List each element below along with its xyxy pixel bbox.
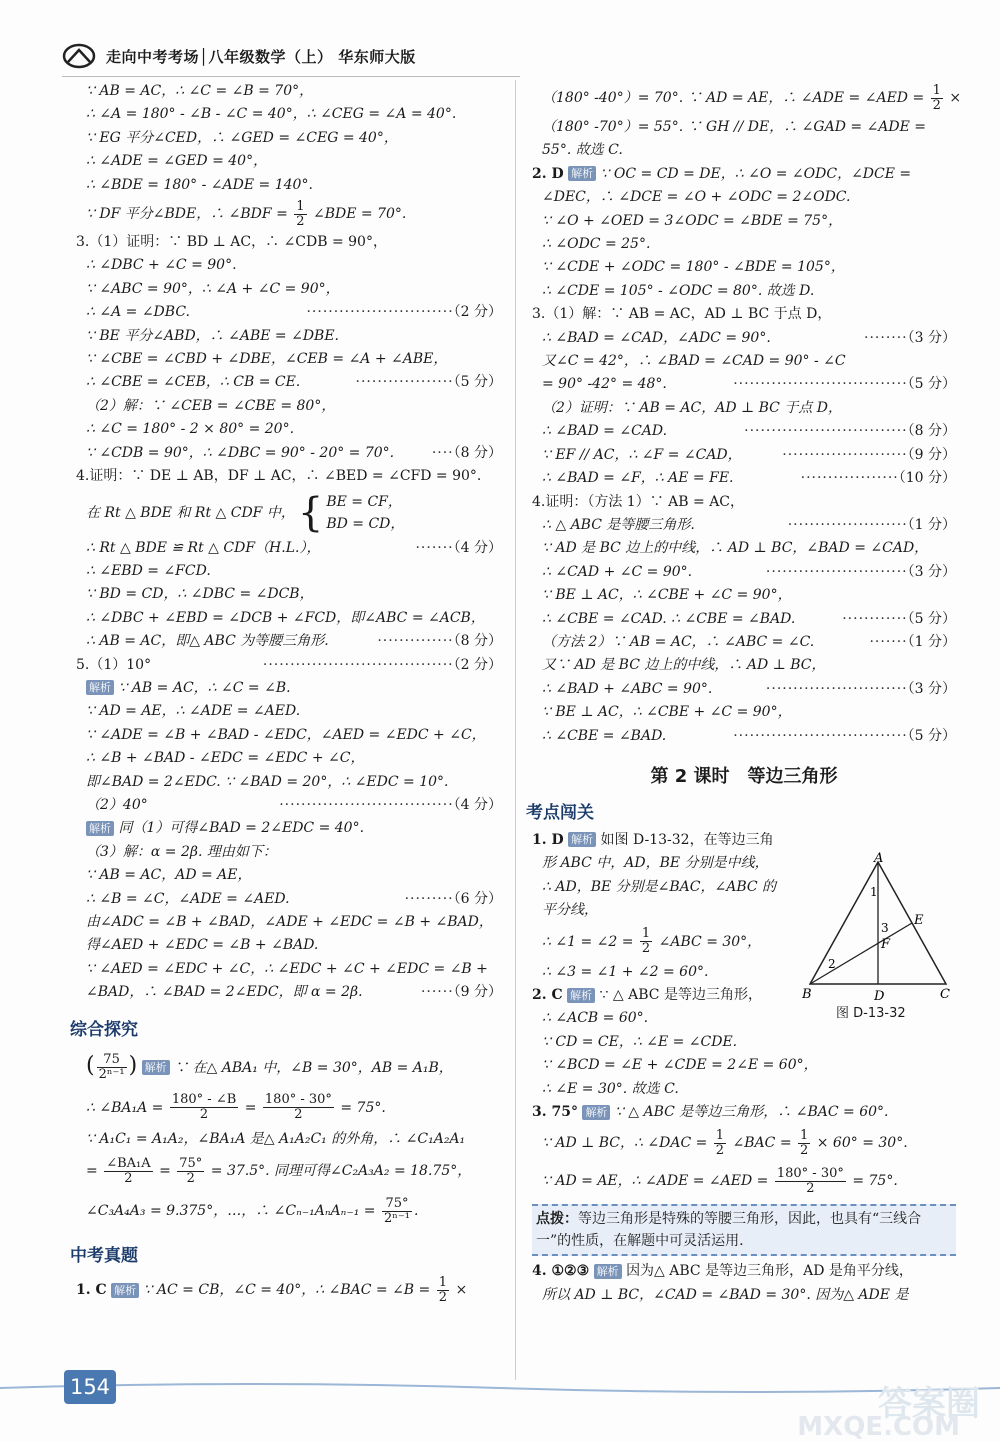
score: ······················（1 分） bbox=[787, 516, 956, 533]
text-line: ∴ ∠DBC + ∠EBD = ∠DCB + ∠FCD，即∠ABC = ∠ACB， bbox=[86, 609, 485, 626]
text-line: 即∠BAD = 2∠EDC. ∵ ∠BAD = 20°，∴ ∠EDC = 10°. bbox=[86, 773, 449, 790]
text-line: ( $\frac{75}{\text{2ⁿ⁻¹}}$ ) 解析 ∵ 在△ ABA₁ 中，∠B = 30°，AB = A₁B， bbox=[86, 1052, 453, 1083]
text-line: = $\frac{\text{∠BA₁A}}{2}$ = $\frac{75^\circ}{2}$ = 37.5°. 同理可得∠C₂A₃A₂ = 18.75°， bbox=[86, 1155, 472, 1186]
analysis-tag: 解析 bbox=[568, 166, 596, 181]
text-segment: ∴ ∠CBE = ∠CEB，∴ CB = CE. bbox=[86, 374, 301, 391]
text-line: ∴ ∠BAD = ∠CAD. ······························（8 分） bbox=[532, 420, 956, 443]
score: ······························（8 分） bbox=[744, 423, 956, 440]
text-line: ∵ ∠CBE = ∠CBD + ∠DBE，∠CEB = ∠A + ∠ABE， bbox=[86, 351, 448, 368]
text-line: ∠C₃A₄A₃ = 9.375°，…，∴ ∠Cₙ₋₁AₙAₙ₋₁ = $\frac{75^\circ}{\text{2ⁿ⁻¹}}$ . bbox=[86, 1195, 419, 1226]
text-line: ∴ ∠CAD + ∠C = 90°. ··························（3 分） bbox=[532, 561, 956, 584]
fraction: $\frac{1}{2}$ bbox=[932, 82, 941, 113]
text-line: ∴ ∠C = 180° - 2 × 80° = 20°. bbox=[86, 421, 295, 438]
text-line bbox=[76, 301, 502, 324]
text-line: ∴ ∠CBE = ∠BAD. ································（5 分） bbox=[532, 725, 956, 748]
text-segment: （2）40° bbox=[86, 796, 148, 813]
score: ·······（4 分） bbox=[415, 539, 502, 556]
angle-3-label: 3 bbox=[881, 921, 889, 935]
text-line: ∴ ∠BAD = ∠F，∴ AE = FE. ··················（10 分） bbox=[532, 467, 956, 490]
left-column bbox=[70, 80, 502, 1308]
score: ································（4 分） bbox=[279, 796, 502, 813]
text-line: ∵ ∠BCD = ∠E + ∠CDE = 2∠E = 60°， bbox=[542, 1057, 818, 1074]
score: ··················（10 分） bbox=[800, 470, 956, 487]
triangle-figure bbox=[802, 852, 954, 1022]
text-line: ∵ BE ⊥ AC，∴ ∠CBE + ∠C = 90°， bbox=[542, 704, 792, 721]
text-line: ∵ BD = CD，∴ ∠DBC = ∠DCB， bbox=[86, 586, 314, 603]
text-line: 平分线， bbox=[542, 902, 598, 919]
score: ············（5 分） bbox=[842, 610, 956, 627]
text-line: 又∠C = 42°，∴ ∠BAD = ∠CAD = 90° - ∠C bbox=[542, 353, 846, 370]
text-line: 解析 同（1）可得∠BAD = 2∠EDC = 40°. bbox=[76, 817, 502, 840]
text-line: 所以 AD ⊥ BC，∠CAD = ∠BAD = 30°. 因为△ ADE 是 bbox=[542, 1286, 909, 1303]
text-line: 2. C 解析 ∵ △ ABC 是等边三角形， bbox=[532, 987, 762, 1003]
text-line: ∵ ∠ADE = ∠B + ∠BAD - ∠EDC，∠AED = ∠EDC + ∠C， bbox=[86, 726, 486, 743]
score: ································（5 分） bbox=[733, 727, 956, 744]
text-line: ∴ ∠BA₁A = $\frac{180^\circ - \angle B}{2}$ = $\frac{180^\circ - 30^\circ}{2}$ = 75°. bbox=[86, 1092, 386, 1123]
text-line: 4.证明：（方法 1）∵ AB = AC， bbox=[532, 493, 745, 510]
text-line: 4. ①②③ 解析 因为△ ABC 是等边三角形，AD 是角平分线， bbox=[532, 1263, 913, 1280]
score: ································（5 分） bbox=[733, 376, 956, 393]
text-line: ∴ ∠CBE = ∠CAD. ∴ ∠CBE = ∠BAD. ············（5 分） bbox=[532, 608, 956, 631]
score: ·······（1 分） bbox=[869, 633, 956, 650]
label-F: F bbox=[881, 937, 891, 952]
text-line bbox=[76, 197, 502, 231]
section-heading: 考点闯关 bbox=[526, 802, 594, 823]
tip-label: 点拨： bbox=[536, 1211, 578, 1228]
score: ··················（5 分） bbox=[355, 374, 502, 391]
text-line: ∴ ∠B + ∠BAD - ∠EDC = ∠EDC + ∠C， bbox=[86, 750, 365, 767]
text-line: ∵ AD = AE，∴ ∠ADE = ∠AED. bbox=[86, 703, 301, 720]
text-line: 得∠AED + ∠EDC = ∠B + ∠BAD. bbox=[86, 937, 319, 954]
text-line: 由∠ADC = ∠B + ∠BAD，∠ADE + ∠EDC = ∠B + ∠BAD， bbox=[86, 914, 493, 930]
score: ··························（3 分） bbox=[765, 563, 956, 580]
text-line: ∠DEC，∴ ∠DCE = ∠O + ∠ODC = 2∠ODC. bbox=[542, 189, 851, 206]
text-line: ∵ ∠AED = ∠EDC + ∠C，∴ ∠EDC + ∠C + ∠EDC = ∠B + bbox=[86, 960, 488, 977]
watermark: 答案圈 bbox=[878, 1384, 980, 1424]
text-line: 3.（1）解：∵ AB = AC，AD ⊥ BC 于点 D， bbox=[532, 306, 832, 323]
right-column bbox=[526, 80, 962, 1307]
text-segment: ∴ ∠B = ∠C，∠ADE = ∠AED. bbox=[86, 890, 290, 907]
page-header bbox=[62, 38, 962, 74]
text-segment: ∴ ∠A = ∠DBC. bbox=[86, 304, 190, 321]
tip-box bbox=[532, 1204, 956, 1256]
analysis-tag: 解析 bbox=[142, 1060, 170, 1075]
paren: ( bbox=[86, 1052, 95, 1078]
score: ·······················（9 分） bbox=[782, 446, 956, 463]
text-line: 1. C 解析 ∵ AC = CB，∠C = 40°，∴ ∠BAC = ∠B = $\frac{1}{2}$ × bbox=[76, 1274, 468, 1305]
text-segment: ∵ ∠CDB = 90°，∴ ∠DBC = 90° - 20° = 70°. bbox=[86, 444, 395, 461]
text-line: 3.（1）证明：∵ BD ⊥ AC，∴ ∠CDB = 90°， bbox=[76, 234, 387, 251]
fraction: $\frac{1}{2}$ bbox=[715, 1127, 725, 1158]
fraction: $\frac{1}{2}$ bbox=[438, 1274, 448, 1305]
text-line: ∴ △ ABC 是等腰三角形. ······················（1 分） bbox=[532, 514, 956, 537]
text-line: ∵ ∠CDE + ∠ODC = 180° - ∠BDE = 105°， bbox=[542, 259, 845, 276]
publisher-logo-icon bbox=[62, 42, 96, 70]
label-B: B bbox=[802, 987, 812, 1002]
text-line: ∴ ∠EBD = ∠FCD. bbox=[86, 562, 211, 579]
text-line: ∵ BE ⊥ AC，∴ ∠CBE + ∠C = 90°， bbox=[542, 587, 792, 604]
text-line: ∴ ∠BDE = 180° - ∠ADE = 140°. bbox=[86, 176, 313, 193]
fraction: $\frac{1}{2}$ bbox=[800, 1127, 809, 1158]
text-line: ∴ ∠3 = ∠1 + ∠2 = 60°. bbox=[542, 963, 709, 980]
label-E: E bbox=[914, 913, 924, 928]
text-segment: ∵ DF 平分∠BDE，∴ ∠BDF = bbox=[86, 206, 288, 223]
text-line: ∵ AB = AC，AD = AE， bbox=[86, 867, 252, 884]
text-line: ∵ EG 平分∠CED，∴ ∠GED = ∠CEG = 40°， bbox=[86, 129, 398, 146]
text-line: ∵ AD ⊥ BC，∴ ∠DAC = $\frac{1}{2}$ ∠BAC = $\frac{1}{2}$ × 60° = 30°. bbox=[542, 1127, 908, 1158]
text-line: ∵ ∠O + ∠OED = 3∠ODC = ∠BDE = 75°， bbox=[542, 212, 843, 229]
fraction: $\frac{\text{∠BA₁A}}{2}$ bbox=[106, 1155, 151, 1186]
answer-fraction: $\frac{75}{\text{2ⁿ⁻¹}}$ bbox=[98, 1052, 125, 1083]
text-line: ∵ AD 是 BC 边上的中线，∴ AD ⊥ BC，∠BAD = ∠CAD， bbox=[542, 540, 929, 557]
text-line: ∴ ∠CDE = 105° - ∠ODC = 80°. 故选 D. bbox=[542, 282, 815, 299]
lesson-title: 第 2 课时 等边三角形 bbox=[650, 765, 838, 787]
text-line bbox=[76, 630, 502, 653]
label-A: A bbox=[874, 852, 884, 866]
column-divider bbox=[515, 80, 516, 1380]
text-segment: ∠BAD，∴ ∠BAD = 2∠EDC，即 α = 2β. bbox=[86, 984, 363, 1001]
text-line: ∵ A₁C₁ = A₁A₂，∠BA₁A 是△ A₁A₂C₁ 的外角，∴ ∠C₁A₂A₁ bbox=[86, 1130, 466, 1147]
text-line: ∵ CD = CE，∴ ∠E = ∠CDE. bbox=[542, 1033, 738, 1050]
text-segment: ∴ Rt △ BDE ≌ Rt △ CDF（H.L.）， bbox=[86, 539, 321, 556]
label-C: C bbox=[940, 987, 950, 1002]
text-line: 1. D 解析 如图 D-13-32，在等边三角 bbox=[532, 831, 774, 848]
page-footer-wave bbox=[0, 1376, 1000, 1400]
analysis-tag: 解析 bbox=[86, 821, 114, 836]
text-line: 又∵ AD 是 BC 边上的中线，∴ AD ⊥ BC， bbox=[542, 657, 826, 674]
score: ·········（6 分） bbox=[404, 890, 502, 907]
text-line: ∵ EF // AC，∴ ∠F = ∠CAD， ·······················（9 分） bbox=[532, 444, 956, 467]
text-line: ∴ ∠ACB = 60°. bbox=[542, 1010, 649, 1027]
figure-caption: 图 D-13-32 bbox=[836, 1006, 906, 1021]
text-line bbox=[76, 442, 502, 465]
text-line bbox=[76, 489, 502, 537]
tip-text: 等边三角形是特殊的等腰三角形，因此，也具有“三线合一”的性质，在解题中可灵活运用. bbox=[536, 1211, 922, 1250]
score: ····（8 分） bbox=[431, 444, 502, 461]
text-line: 55°. 故选 C. bbox=[542, 142, 623, 159]
fraction: $\frac{180^\circ - 30^\circ}{2}$ bbox=[776, 1165, 844, 1196]
label-D: D bbox=[874, 989, 885, 1004]
text-line: ∵ AD = AE，∴ ∠ADE = ∠AED = $\frac{180^\circ - 30^\circ}{2}$ = 75°. bbox=[542, 1165, 898, 1196]
text-line: 形 ABC 中，AD，BE 分别是中线， bbox=[542, 855, 769, 872]
text-line: ∴ ∠1 = ∠2 = $\frac{1}{2}$ ∠ABC = 30°， bbox=[542, 926, 762, 957]
text-line bbox=[76, 537, 502, 560]
text-line: （3）解：α = 2β. 理由如下： bbox=[86, 843, 277, 860]
analysis-tag: 解析 bbox=[111, 1283, 139, 1298]
text-line: ∵ BE 平分∠ABD，∴ ∠ABE = ∠DBE. bbox=[86, 327, 340, 344]
page-number: 154 bbox=[64, 1370, 116, 1404]
paren: ) bbox=[128, 1052, 138, 1078]
fraction: $\frac{1}{2}$ bbox=[641, 926, 651, 957]
equation-system: BE = CF， BD = CD， bbox=[326, 493, 405, 532]
watermark-url: MXQE.COM bbox=[797, 1412, 960, 1442]
text-line: （方法 2）∵ AB = AC，∴ ∠ABC = ∠C. ·······（1 分） bbox=[532, 631, 956, 654]
text-line: 2. D 解析 ∵ OC = CD = DE，∴ ∠O = ∠ODC，∠DCE = bbox=[532, 165, 912, 182]
text-line: ∴ ∠A = 180° - ∠B - ∠C = 40°，∴ ∠CEG = ∠A = 40°. bbox=[86, 106, 457, 123]
fraction: $\frac{180^\circ - \angle B}{2}$ bbox=[171, 1092, 237, 1123]
text-segment: 在 Rt △ BDE 和 Rt △ CDF 中， bbox=[86, 504, 295, 521]
section-heading: 中考真题 bbox=[70, 1246, 138, 1267]
text-line: （2）证明：∵ AB = AC，AD ⊥ BC 于点 D， bbox=[542, 399, 842, 416]
text-segment: ∴ AB = AC，即△ ABC 为等腰三角形. bbox=[86, 633, 329, 650]
analysis-tag: 解析 bbox=[86, 680, 114, 695]
text-line: ∴ ∠DBC + ∠C = 90°. bbox=[86, 257, 237, 274]
analysis-tag: 解析 bbox=[568, 832, 596, 847]
text-line bbox=[76, 371, 502, 394]
score: ······（9 分） bbox=[420, 984, 502, 1001]
text-line bbox=[76, 794, 502, 817]
text-line: 解析 ∵ AB = AC，∴ ∠C = ∠B. bbox=[76, 677, 502, 700]
header-title: 走向中考考场│八年级数学（上） 华东师大版 bbox=[106, 48, 416, 66]
score: ········（3 分） bbox=[864, 329, 956, 346]
text-line: ∴ ∠E = 30°. 故选 C. bbox=[542, 1080, 679, 1097]
fraction: $\frac{180^\circ - 30^\circ}{2}$ bbox=[264, 1092, 332, 1123]
fraction: $\frac{75^\circ}{\text{2ⁿ⁻¹}}$ bbox=[383, 1195, 410, 1226]
text-line: ∴ AD，BE 分别是∠BAC，∠ABC 的 bbox=[542, 878, 777, 895]
text-line bbox=[76, 888, 502, 911]
analysis-tag: 解析 bbox=[582, 1105, 610, 1120]
section-heading: 综合探究 bbox=[70, 1019, 138, 1040]
header-rule bbox=[62, 76, 520, 77]
text-line: ∴ ∠ODC = 25°. bbox=[542, 236, 651, 253]
text-segment: 5.（1）10° bbox=[76, 656, 152, 673]
text-line: ∵ ∠ABC = 90°，∴ ∠A + ∠C = 90°， bbox=[86, 280, 340, 297]
text-line: ∴ ∠BAD + ∠ABC = 90°. ··························（3 分） bbox=[532, 678, 956, 701]
score: ···························（2 分） bbox=[306, 304, 502, 321]
angle-2-label: 2 bbox=[828, 957, 836, 971]
fraction: $\frac{75^\circ}{2}$ bbox=[179, 1155, 203, 1186]
text-line: = 90° -42° = 48°. ································（5 分） bbox=[532, 373, 956, 396]
text-line: ∵ AB = AC，∴ ∠C = ∠B = 70°， bbox=[86, 83, 314, 99]
angle-1-label: 1 bbox=[870, 885, 878, 899]
text-line bbox=[76, 654, 502, 677]
text-line: （180° -40°）= 70°. ∵ AD = AE，∴ ∠ADE = ∠AED = $\frac{1}{2}$ × bbox=[542, 82, 962, 113]
text-line: （2）解：∵ ∠CEB = ∠CBE = 80°， bbox=[86, 397, 336, 414]
score: ··············（8 分） bbox=[377, 633, 502, 650]
fraction: $\frac{1}{2}$ bbox=[296, 198, 305, 229]
score: ··························（3 分） bbox=[765, 680, 956, 697]
text-line: ∴ ∠BAD = ∠CAD，∠ADC = 90°. ········（3 分） bbox=[532, 327, 956, 350]
text-line: （180° -70°）= 55°. ∵ GH // DE，∴ ∠GAD = ∠ADE = bbox=[542, 119, 927, 135]
brace: { bbox=[297, 489, 324, 536]
text-line: 4.证明：∵ DE ⊥ AB，DF ⊥ AC，∴ ∠BED = ∠CFD = 90°. bbox=[76, 468, 482, 485]
text-line bbox=[76, 981, 502, 1004]
text-line: ∴ ∠ADE = ∠GED = 40°， bbox=[86, 153, 268, 170]
text-segment: ∠BDE = 70°. bbox=[312, 206, 407, 223]
text-line: 3. 75° 解析 ∵ △ ABC 是等边三角形，∴ ∠BAC = 60°. bbox=[532, 1104, 889, 1121]
analysis-tag: 解析 bbox=[594, 1264, 622, 1279]
score: ···································（2 分） bbox=[262, 656, 502, 673]
analysis-tag: 解析 bbox=[567, 988, 595, 1003]
